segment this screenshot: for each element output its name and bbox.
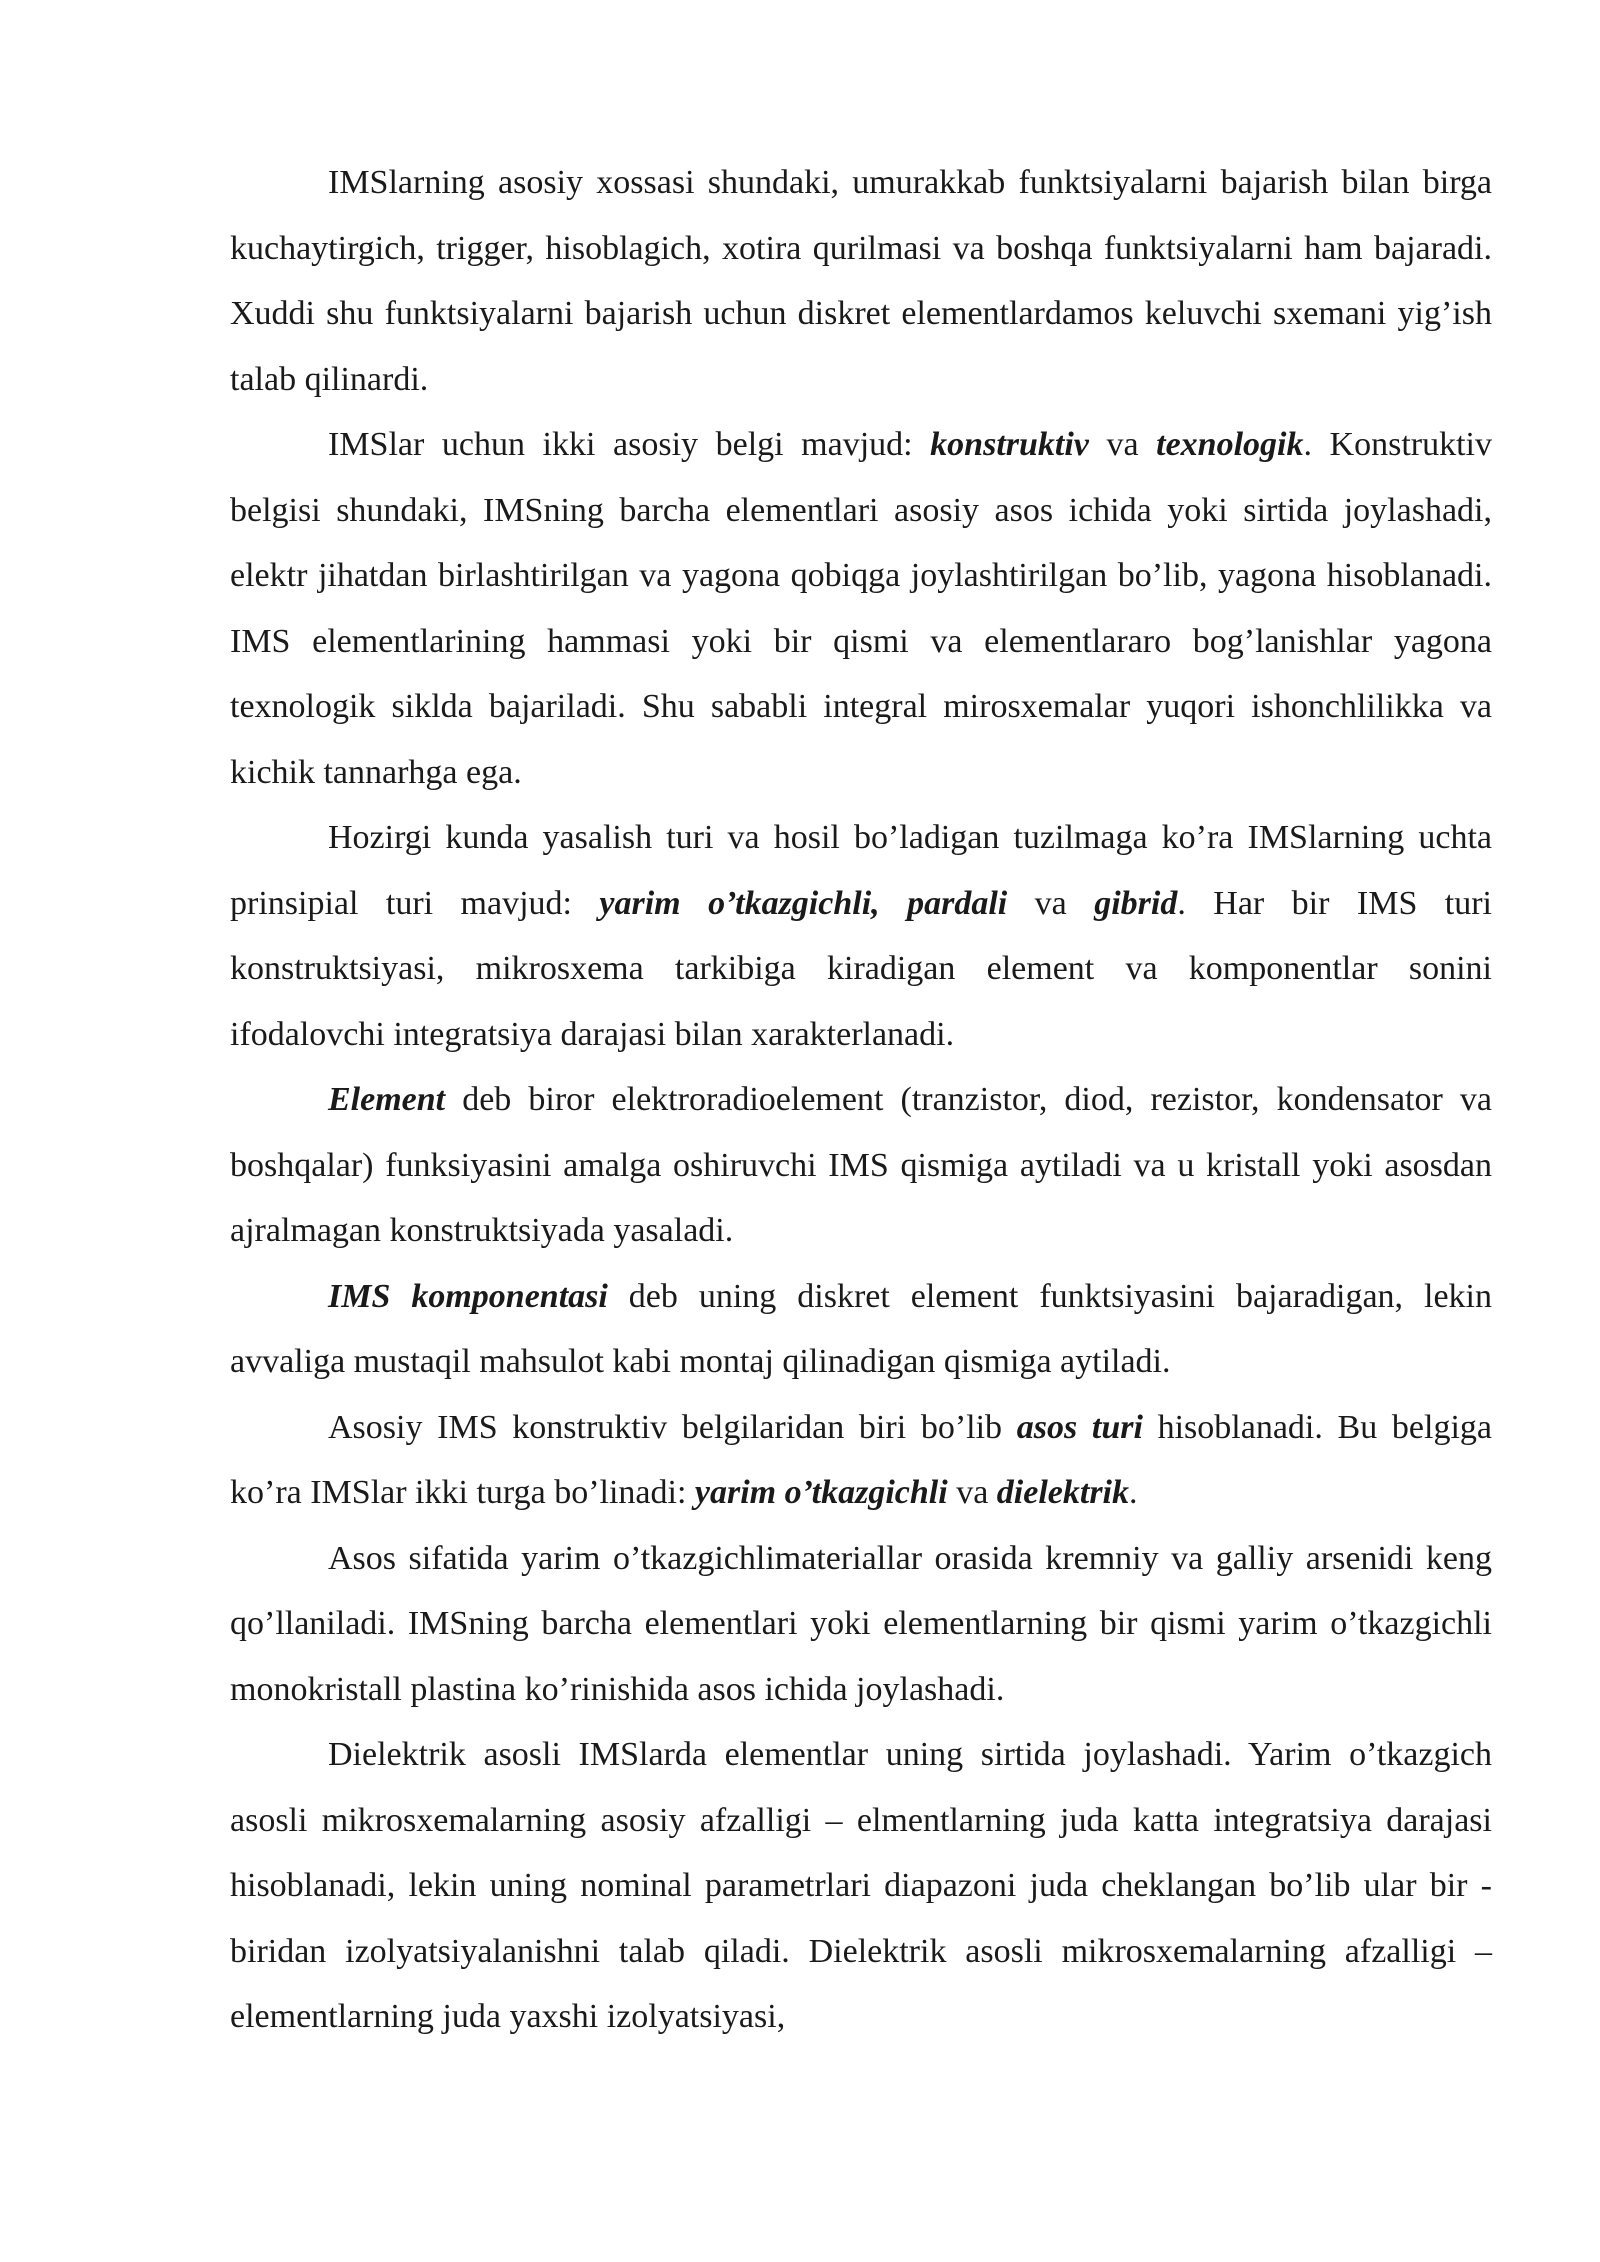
text-run: va bbox=[1007, 884, 1095, 922]
paragraph-dielectric-base bbox=[230, 1722, 1492, 2050]
paragraph-ims-features bbox=[230, 412, 1492, 805]
text-run: va bbox=[1088, 426, 1157, 463]
document-body bbox=[230, 150, 1492, 2050]
text-run: va bbox=[947, 1474, 997, 1511]
paragraph-base-type bbox=[230, 1395, 1492, 1526]
paragraph-element-definition bbox=[230, 1067, 1492, 1264]
text-run: Asosiy IMS konstruktiv belgilaridan biri bo’lib bbox=[328, 1408, 1017, 1446]
text-run: Dielektrik asosli IMSlarda elementlar uning sirtida joylashadi. Yarim o’tkazgich asosli mikrosxemalarning asosiy afzalligi – elmentlarning juda katta integratsiya darajasi hisoblanadi, lekin uning nominal parametrlari diapazoni juda cheklangan bo’lib ular bir - biridan izolyatsiyalanishni talab qiladi. Dielektrik asosli mikrosxemalarning afzalligi – elementlarning juda yaxshi izolyatsiyasi, bbox=[230, 1736, 1492, 2035]
emphasis-term: gibrid bbox=[1094, 884, 1178, 922]
text-run: Asos sifatida yarim o’tkazgichlimateriallar orasida kremniy va galliy arsenidi keng qo’llaniladi. IMSning barcha elementlari yoki elementlarning bir qismi yarim o’tkazgichli monokristall plastina ko’rinishida asos ichida joylashadi. bbox=[230, 1539, 1492, 1708]
paragraph-ims-types bbox=[230, 805, 1492, 1067]
emphasis-term: yarim o’tkazgichli bbox=[694, 1474, 948, 1511]
paragraph-component-definition bbox=[230, 1264, 1492, 1395]
emphasis-term: IMS komponentasi bbox=[328, 1277, 608, 1315]
text-run: . Konstruktiv belgisi shundaki, IMSning barcha elementlari asosiy asos ichida yoki sirtida joylashadi, elektr jihatdan birlashtirilgan va yagona qobiqga joylashtirilgan bo’lib, yagona hisoblanadi. IMS elementlarining hammasi yoki bir qismi va elementlararo bog’lanishlar yagona texnologik siklda bajariladi. Shu sababli integral mirosxemalar yuqori ishonchlilikka va kichik tannarhga ega. bbox=[230, 426, 1493, 791]
emphasis-term: dielektrik bbox=[996, 1474, 1129, 1511]
emphasis-term: asos turi bbox=[1016, 1408, 1143, 1446]
emphasis-term: texnologik bbox=[1156, 426, 1304, 463]
text-run: Hozirgi kunda yasalish turi va hosil bo’ladigan tuzilmaga ko’ra IMSlarning uchta prinsipial turi mavjud: bbox=[230, 819, 1492, 922]
paragraph-ims-properties bbox=[230, 150, 1492, 412]
text-run: . bbox=[1129, 1474, 1138, 1511]
emphasis-term: Element bbox=[328, 1081, 446, 1118]
text-run: IMSlar uchun ikki asosiy belgi mavjud: bbox=[328, 426, 931, 463]
text-run: IMSlarning asosiy xossasi shundaki, umurakkab funktsiyalarni bajarish bilan birga kuchaytirgich, trigger, hisoblagich, xotira qurilmasi va boshqa funktsiyalarni ham bajaradi. Xuddi shu funktsiyalarni bajarish uchun diskret elementlardamos keluvchi sxemani yig’ish talab qilinardi. bbox=[230, 164, 1492, 398]
paragraph-semiconductor-base bbox=[230, 1526, 1492, 1723]
text-run: hisoblanadi. Bu belgiga ko’ra IMSlar ikki turga bo’linadi: bbox=[230, 1408, 1492, 1511]
text-run: deb biror elektroradioelement (tranzistor, diod, rezistor, kondensator va boshqalar) funksiyasini amalga oshiruvchi IMS qismiga aytiladi va u kristall yoki asosdan ajralmagan konstruktsiyada yasaladi. bbox=[230, 1081, 1492, 1249]
emphasis-term: konstruktiv bbox=[930, 426, 1089, 463]
emphasis-term: yarim o’tkazgichli, pardali bbox=[599, 884, 1008, 922]
text-run: . Har bir IMS turi konstruktsiyasi, mikrosxema tarkibiga kiradigan element va komponentlar sonini ifodalovchi integratsiya darajasi bilan xarakterlanadi. bbox=[230, 884, 1493, 1053]
text-run: deb uning diskret element funktsiyasini bajaradigan, lekin avvaliga mustaqil mahsulot kabi montaj qilinadigan qismiga aytiladi. bbox=[230, 1277, 1492, 1380]
